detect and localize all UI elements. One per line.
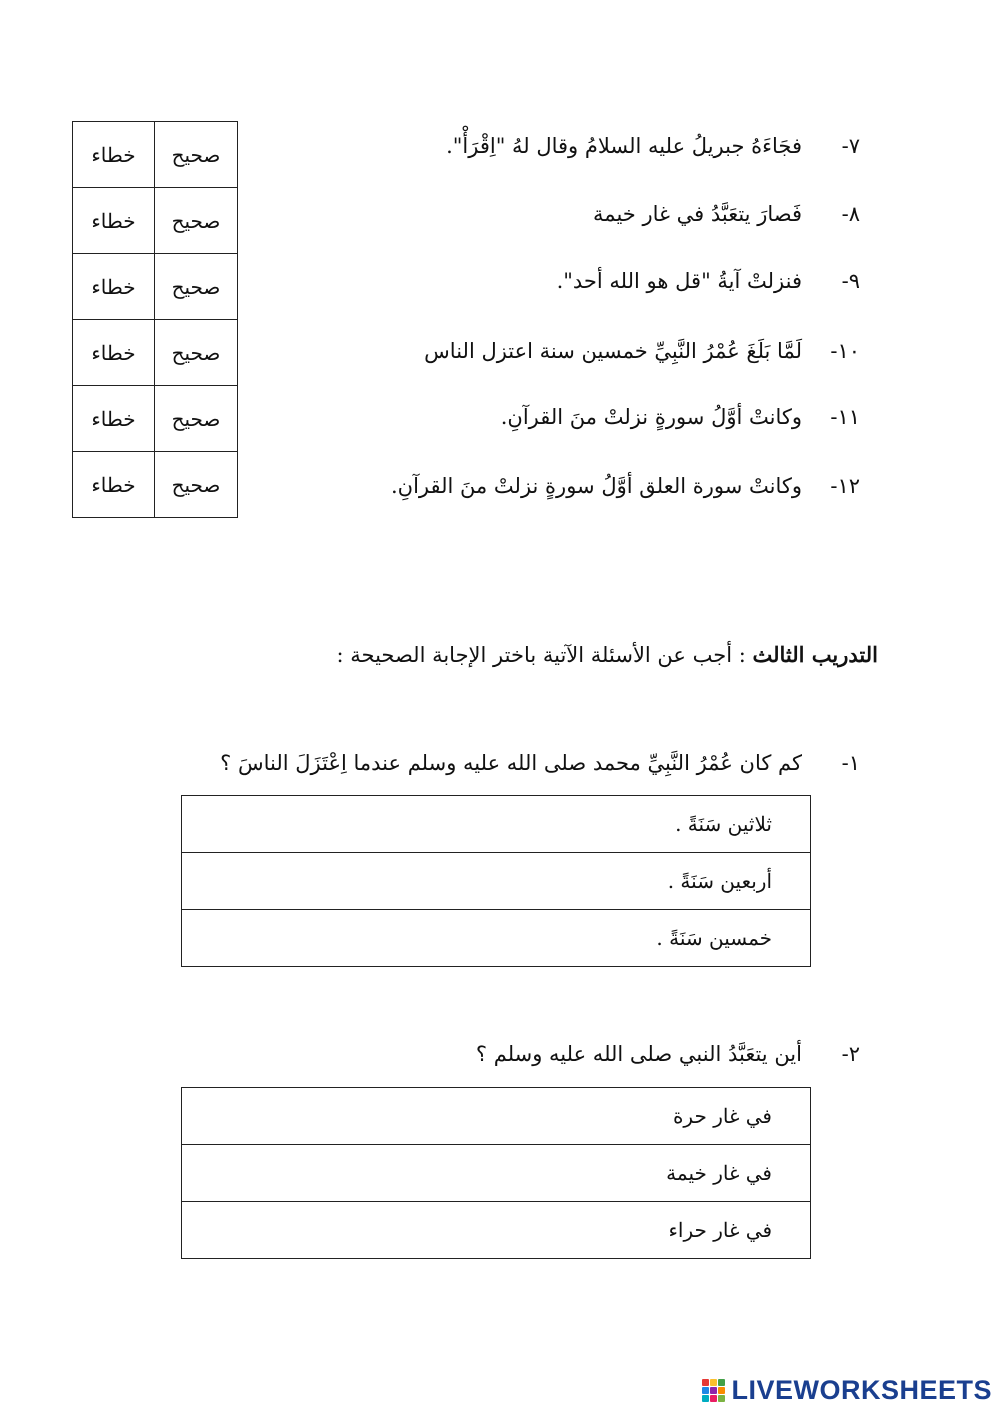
answer-row: [73, 254, 238, 320]
false-option[interactable]: خطاء: [73, 188, 155, 254]
exercise-title: التدريب الثالث: [752, 642, 878, 667]
exercise-heading: [178, 640, 878, 670]
option-row: [182, 1202, 811, 1259]
question-number: ١-: [841, 751, 860, 775]
statement-text: لَمَّا بَلَغَ عُمْرُ النَّبِيِّ خمسين سنة اعتزل الناس: [424, 339, 802, 363]
statement-10: [260, 336, 860, 366]
false-option[interactable]: خطاء: [73, 320, 155, 386]
true-false-answer-table: [72, 121, 238, 518]
question-1-options: [181, 795, 811, 967]
true-option[interactable]: صحيح: [155, 320, 238, 386]
answer-row: [73, 386, 238, 452]
question-2: [210, 1039, 860, 1069]
statement-text: وكانتْ أوَّلُ سورةٍ نزلتْ منَ القرآنِ.: [500, 405, 802, 429]
true-option[interactable]: صحيح: [155, 452, 238, 518]
question-1: [210, 748, 860, 778]
liveworksheets-logo-icon: [702, 1379, 725, 1402]
statement-number: ١٠-: [830, 339, 860, 363]
statement-number: ١٢-: [830, 474, 860, 498]
answer-row: [73, 122, 238, 188]
statement-7: [260, 131, 860, 161]
question-text: كم كان عُمْرُ النَّبِيِّ محمد صلى الله عليه وسلم عندما اِعْتَزَلَ الناسَ ؟: [220, 751, 802, 775]
false-option[interactable]: خطاء: [73, 386, 155, 452]
statement-11: [260, 402, 860, 432]
false-option[interactable]: خطاء: [73, 254, 155, 320]
answer-row: [73, 320, 238, 386]
statement-text: فَصارَ يتعَبَّدُ في غار خيمة: [593, 202, 802, 226]
statement-number: ٧-: [841, 134, 860, 158]
true-option[interactable]: صحيح: [155, 254, 238, 320]
statement-number: ٨-: [841, 202, 860, 226]
option-row: [182, 853, 811, 910]
answer-option[interactable]: في غار حرة: [182, 1088, 811, 1145]
answer-option[interactable]: في غار خيمة: [182, 1145, 811, 1202]
option-row: [182, 1145, 811, 1202]
question-number: ٢-: [841, 1042, 860, 1066]
answer-option[interactable]: خمسين سَنَةً .: [182, 910, 811, 967]
statement-9: [260, 266, 860, 296]
option-row: [182, 796, 811, 853]
true-option[interactable]: صحيح: [155, 188, 238, 254]
statement-12: [260, 471, 860, 501]
false-option[interactable]: خطاء: [73, 452, 155, 518]
exercise-instruction: : أجب عن الأسئلة الآتية باختر الإجابة الصحيحة :: [336, 643, 746, 667]
liveworksheets-logo: [702, 1373, 992, 1407]
statement-text: وكانتْ سورة العلق أوَّلُ سورةٍ نزلتْ منَ القرآنِ.: [390, 474, 802, 498]
option-row: [182, 910, 811, 967]
option-row: [182, 1088, 811, 1145]
statement-text: فجَاءَهُ جبريلُ عليه السلامُ وقال لهُ "اِقْرَأْ".: [446, 134, 802, 158]
answer-option[interactable]: ثلاثين سَنَةً .: [182, 796, 811, 853]
statement-number: ٩-: [841, 269, 860, 293]
answer-row: [73, 188, 238, 254]
true-option[interactable]: صحيح: [155, 122, 238, 188]
answer-option[interactable]: في غار حراء: [182, 1202, 811, 1259]
question-text: أين يتعَبَّدُ النبي صلى الله عليه وسلم ؟: [475, 1042, 802, 1066]
true-option[interactable]: صحيح: [155, 386, 238, 452]
statement-8: [260, 199, 860, 229]
false-option[interactable]: خطاء: [73, 122, 155, 188]
statement-number: ١١-: [830, 405, 860, 429]
answer-option[interactable]: أربعين سَنَةً .: [182, 853, 811, 910]
logo-text: LIVEWORKSHEETS: [731, 1374, 992, 1405]
answer-row: [73, 452, 238, 518]
question-2-options: [181, 1087, 811, 1259]
statement-text: فنزلتْ آيةُ "قل هو الله أحد".: [556, 269, 802, 293]
